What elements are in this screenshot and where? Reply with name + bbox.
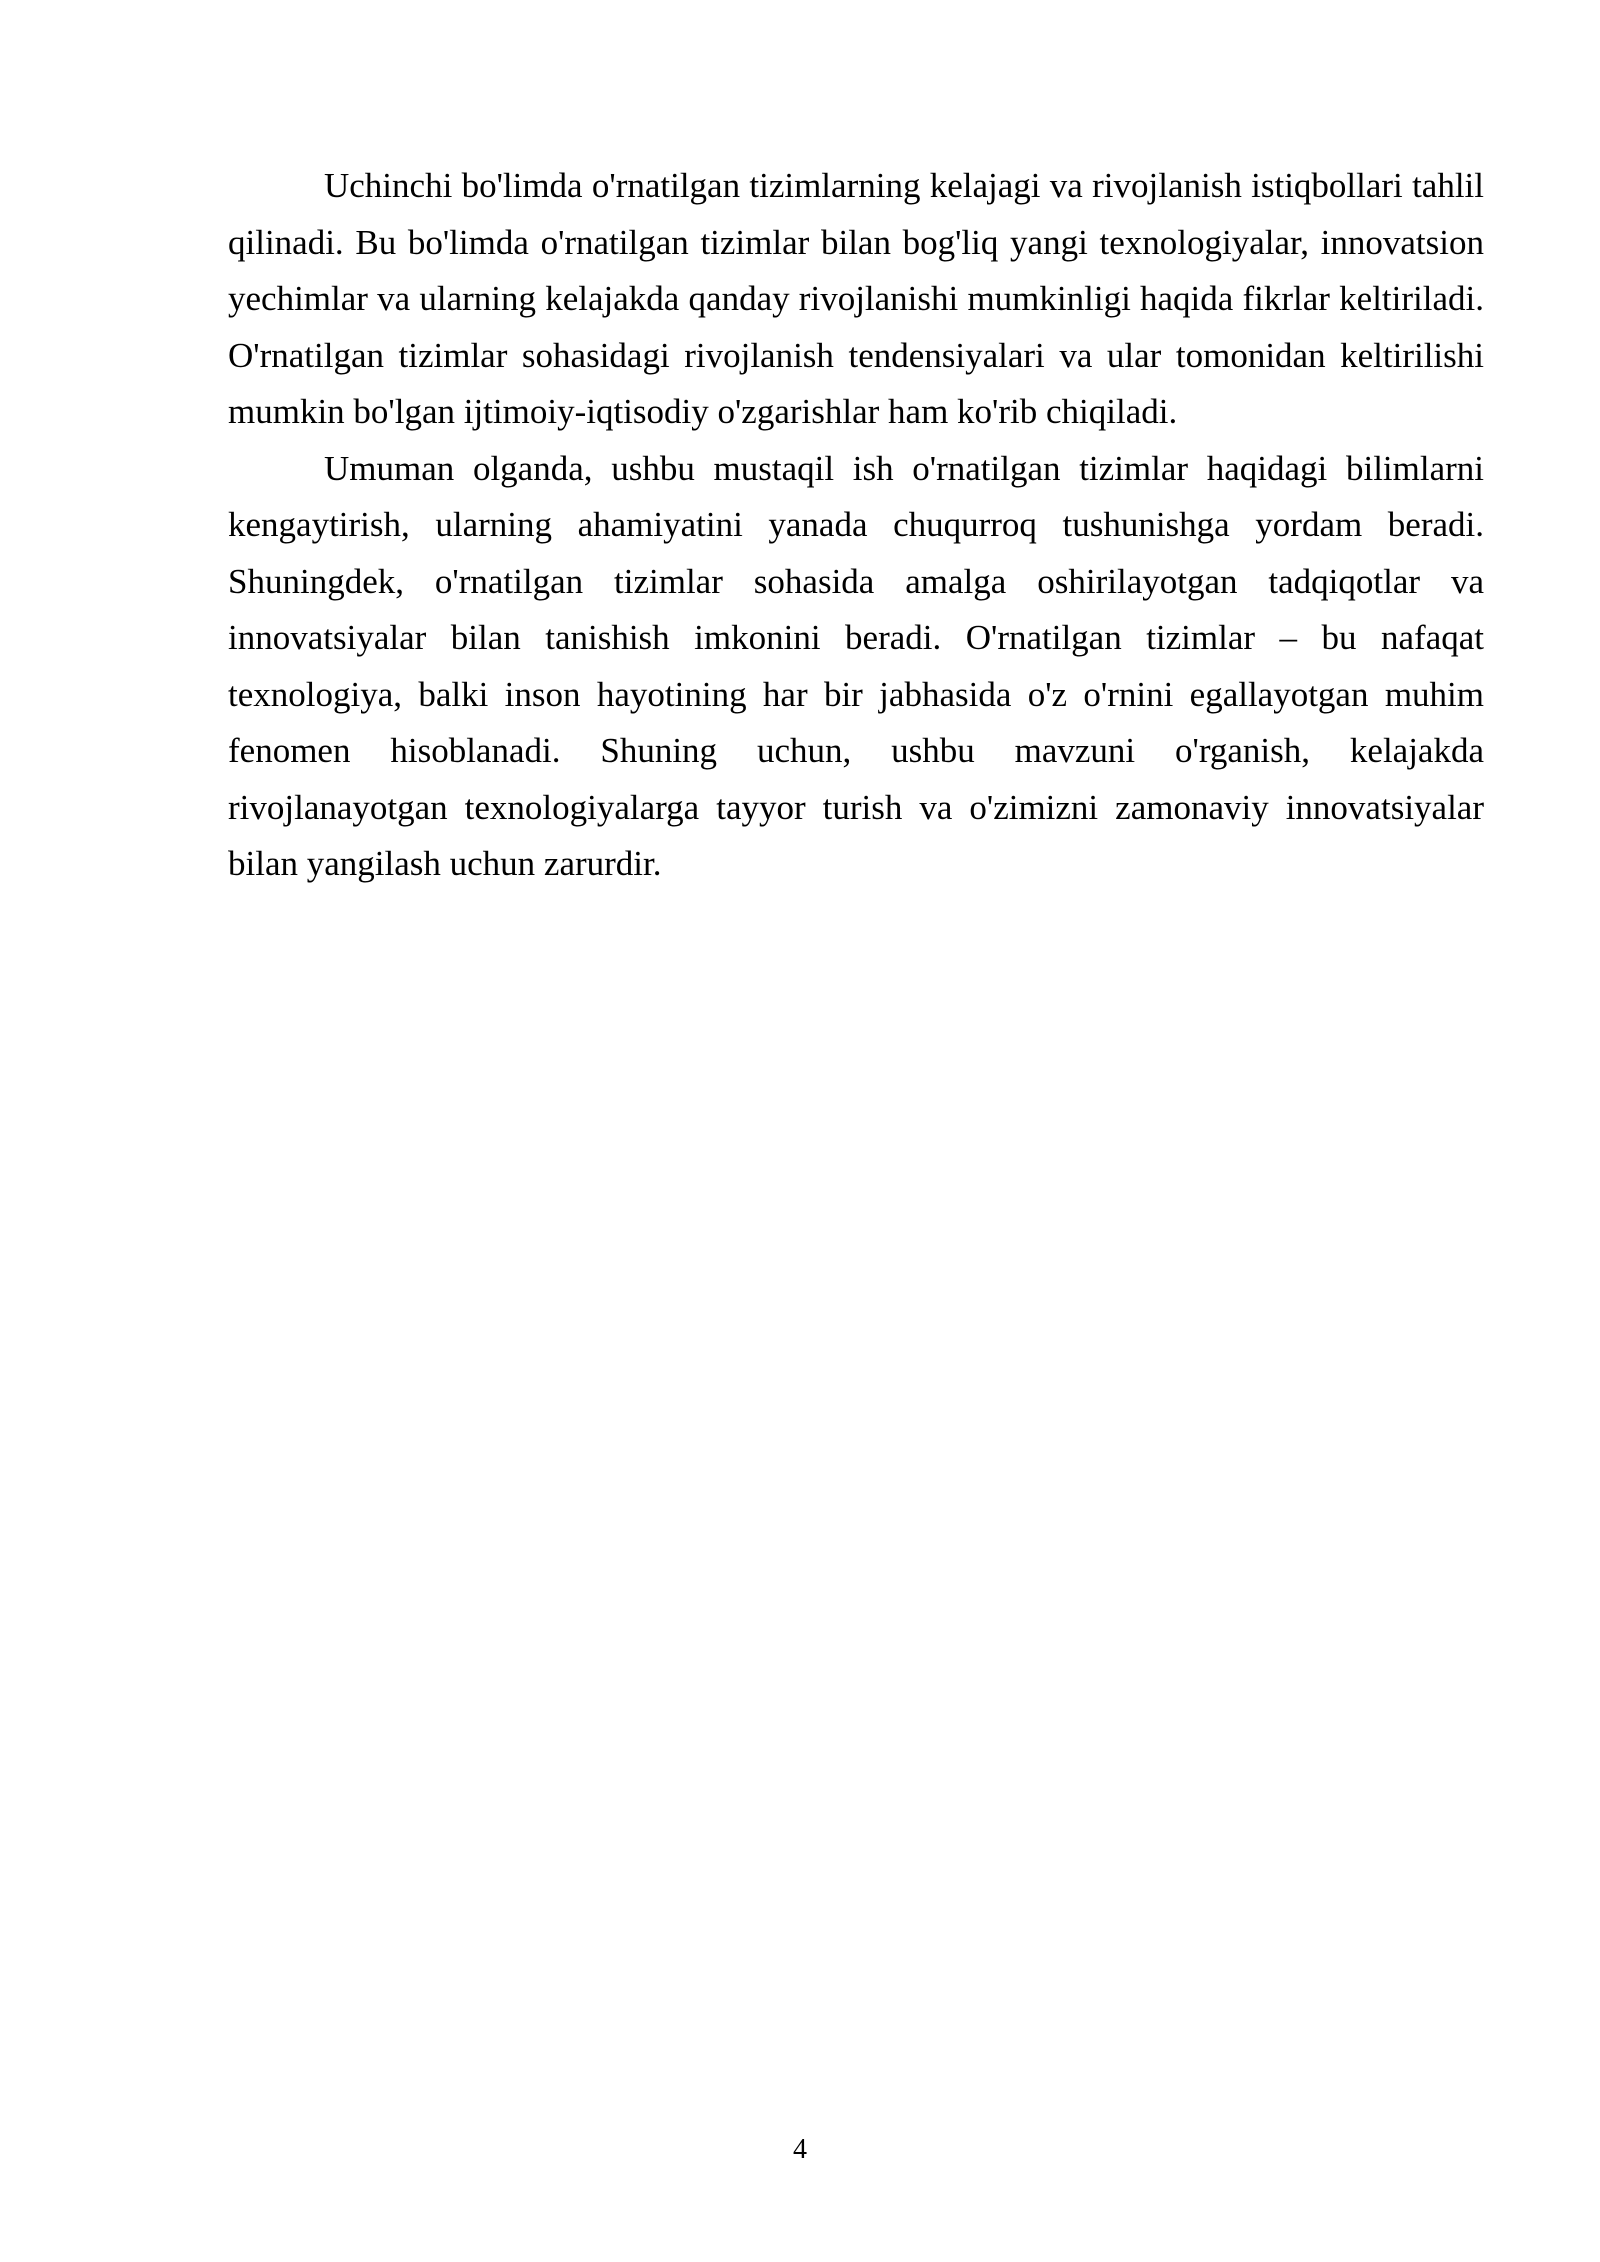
page-number: 4 [793,2134,807,2165]
paragraph-2: Umuman olganda, ushbu mustaqil ish o'rnatilgan tizimlar haqidagi bilimlarni kengaytirish, ularning ahamiyatini yanada chuqurroq tushunishga yordam beradi. Shuningdek, o'rnatilgan tizimlar sohasida amalga oshirilayotgan tadqiqotlar va innovatsiyalar bilan tanishish imkonini beradi. O'rnatilgan tizimlar – bu nafaqat texnologiya, balki inson hayotining har bir jabhasida o'z o'rnini egallayotgan muhim fenomen hisoblanadi. Shuning uchun, ushbu mavzuni o'rganish, kelajakda rivojlanayotgan texnologiyalarga tayyor turish va o'zimizni zamonaviy innovatsiyalar bilan yangilash uchun zarurdir. [228,448,1484,883]
body-text [228,158,1484,893]
paragraph-1: Uchinchi bo'limda o'rnatilgan tizimlarning kelajagi va rivojlanish istiqbollari tahlil qilinadi. Bu bo'limda o'rnatilgan tizimlar bilan bog'liq yangi texnologiyalar, innovatsion yechimlar va ularning kelajakda qanday rivojlanishi mumkinligi haqida fikrlar keltiriladi. O'rnatilgan tizimlar sohasidagi rivojlanish tendensiyalari va ular tomonidan keltirilishi mumkin bo'lgan ijtimoiy-iqtisodiy o'zgarishlar ham ko'rib chiqiladi. [228,166,1484,431]
